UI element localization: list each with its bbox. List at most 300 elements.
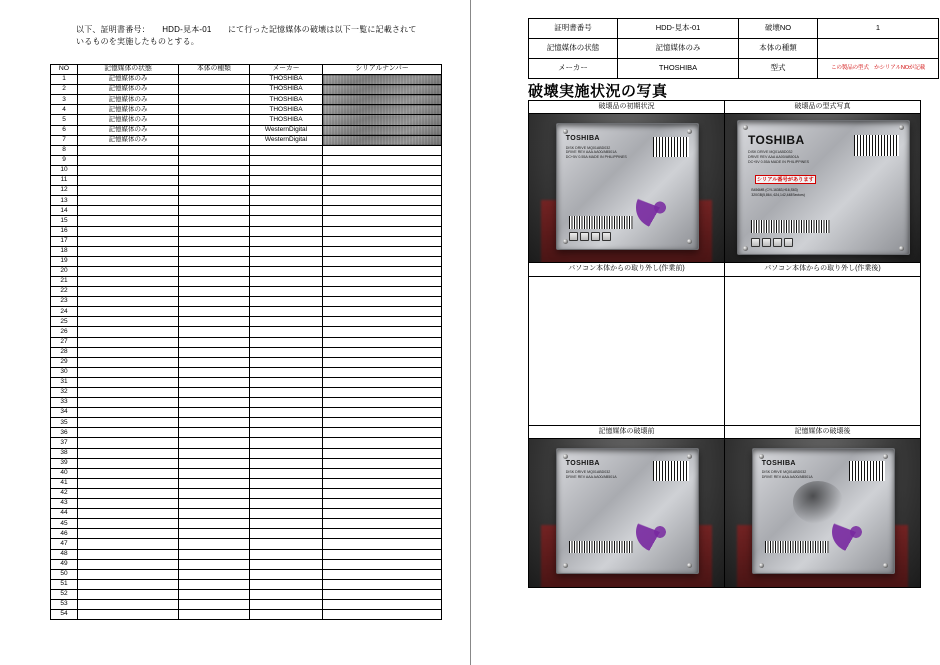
cell-body-kind: [179, 266, 250, 276]
cell-serial-number: [323, 377, 442, 387]
cell-no: 52: [51, 589, 78, 599]
cell-maker: [250, 347, 323, 357]
hdd-detail-line-1: B456MB (CYL16383,H16,S63): [751, 187, 798, 192]
cell-body-kind: [179, 388, 250, 398]
cell-body-kind: [179, 610, 250, 620]
cell-serial-number: [323, 519, 442, 529]
table-row: [51, 155, 442, 165]
hdd-closeup-line-3: DC+5V 0.55A MADE IN PHILIPPINES: [747, 159, 809, 164]
cell-serial-number: [323, 165, 442, 175]
cell-media-state: 記憶媒体のみ: [78, 85, 179, 95]
photo-caption-initial: 破壊品の初期状況: [529, 101, 724, 114]
cell-serial-number: [323, 206, 442, 216]
cell-maker: [250, 297, 323, 307]
hdd-platter-swirl-before: [636, 511, 684, 553]
info-label-destruction-no: 破壊NO: [739, 19, 818, 39]
cell-no: 3: [51, 95, 78, 105]
table-row: [51, 317, 442, 327]
ce-mark-icon: [569, 232, 578, 241]
table-row: [51, 579, 442, 589]
cell-serial-number: [323, 287, 442, 297]
table-row: [51, 428, 442, 438]
hdd-after-line-2: DRIVE REV AAA AA00/AB501A: [761, 475, 813, 480]
cell-body-kind: [179, 357, 250, 367]
cell-serial-number: [323, 246, 442, 256]
hdd-platter-swirl: [636, 186, 684, 228]
cell-no: 2: [51, 85, 78, 95]
cell-body-kind: [179, 297, 250, 307]
cell-media-state: [78, 398, 179, 408]
table-row: [51, 539, 442, 549]
cell-no: 9: [51, 155, 78, 165]
column-header-state: 記憶媒体の状態: [78, 65, 179, 75]
cell-maker: [250, 448, 323, 458]
cell-no: 43: [51, 499, 78, 509]
cell-serial-number: [323, 418, 442, 428]
cell-no: 48: [51, 549, 78, 559]
section-title: 破壊実施状況の写真: [528, 83, 668, 100]
cell-serial-number: [323, 125, 442, 135]
cell-serial-number: [323, 75, 442, 85]
table-row: [51, 105, 442, 115]
cell-body-kind: [179, 448, 250, 458]
cell-no: 12: [51, 186, 78, 196]
cell-maker: THOSHIBA: [250, 115, 323, 125]
info-value-media-state: 記憶媒体のみ: [618, 39, 739, 59]
table-row: [51, 226, 442, 236]
cell-no: 17: [51, 236, 78, 246]
table-row: [51, 125, 442, 135]
cell-serial-number: [323, 509, 442, 519]
column-header-serial: シリアルナンバー: [323, 65, 442, 75]
cell-maker: [250, 438, 323, 448]
cell-maker: [250, 478, 323, 488]
serial-number-annotation: シリアル番号があります: [756, 176, 814, 183]
cell-serial-number: [323, 610, 442, 620]
cell-body-kind: [179, 529, 250, 539]
table-row: [51, 408, 442, 418]
photo-removal-before: [529, 277, 724, 425]
photo-cell-after-destruction: [725, 425, 921, 587]
info-label-body-kind: 本体の種類: [739, 39, 818, 59]
cell-body-kind: [179, 105, 250, 115]
hdd-photo-scene-after: [725, 439, 920, 587]
photo-caption-after-destruction: 記憶媒体の破壊後: [725, 426, 920, 439]
table-row: [51, 529, 442, 539]
table-row: [51, 438, 442, 448]
cell-body-kind: [179, 488, 250, 498]
cell-no: 42: [51, 488, 78, 498]
cell-body-kind: [179, 307, 250, 317]
hdd-platter-swirl-after: [832, 511, 880, 553]
cell-serial-number: [323, 599, 442, 609]
cell-no: 31: [51, 377, 78, 387]
hdd-barcode-icon-closeup: [854, 135, 899, 156]
cell-maker: [250, 327, 323, 337]
cell-maker: [250, 519, 323, 529]
table-row: [51, 398, 442, 408]
cell-serial-number: [323, 559, 442, 569]
photo-before-destruction: [529, 439, 724, 587]
cell-body-kind: [179, 186, 250, 196]
cell-body-kind: [179, 539, 250, 549]
cell-no: 16: [51, 226, 78, 236]
table-row: [51, 569, 442, 579]
cell-no: 8: [51, 145, 78, 155]
cell-media-state: [78, 549, 179, 559]
table-row: [51, 186, 442, 196]
cell-body-kind: [179, 398, 250, 408]
hdd-brand-label: TOSHIBA: [565, 135, 600, 143]
cell-no: 38: [51, 448, 78, 458]
cell-serial-number: [323, 499, 442, 509]
photo-row-1: [529, 101, 921, 263]
cell-media-state: [78, 246, 179, 256]
cell-media-state: [78, 266, 179, 276]
table-row: [51, 287, 442, 297]
cell-maker: [250, 377, 323, 387]
cell-serial-number: [323, 357, 442, 367]
hdd-barcode-secondary-icon-closeup: [751, 220, 830, 233]
cell-maker: [250, 287, 323, 297]
right-page: [470, 0, 940, 665]
cell-body-kind: [179, 75, 250, 85]
cell-maker: [250, 276, 323, 286]
table-row: [51, 377, 442, 387]
hdd-before-line-1: DISK DRIVE MQ01ABD032: [565, 470, 611, 475]
cell-no: 5: [51, 115, 78, 125]
cell-body-kind: [179, 155, 250, 165]
hdd-barcode-secondary-icon-before: [569, 541, 634, 553]
cell-serial-number: [323, 85, 442, 95]
info-label-certificate-no: 証明書番号: [529, 19, 618, 39]
cell-maker: THOSHIBA: [250, 105, 323, 115]
hdd-detail-line-2: 320GB(5,864, 624,142,448Sectors): [751, 193, 805, 197]
cell-media-state: [78, 377, 179, 387]
cell-no: 11: [51, 176, 78, 186]
cell-body-kind: [179, 85, 250, 95]
table-header-row: [51, 65, 442, 75]
photo-row-3: [529, 425, 921, 587]
hdd-brand-label-after: TOSHIBA: [761, 459, 796, 467]
cell-no: 44: [51, 509, 78, 519]
cell-maker: [250, 428, 323, 438]
cell-body-kind: [179, 206, 250, 216]
info-row-1: [529, 19, 939, 39]
cell-serial-number: [323, 226, 442, 236]
cell-no: 13: [51, 196, 78, 206]
photo-grid: [528, 100, 921, 588]
table-row: [51, 589, 442, 599]
cell-no: 23: [51, 297, 78, 307]
cell-body-kind: [179, 125, 250, 135]
cell-no: 53: [51, 599, 78, 609]
cell-media-state: [78, 165, 179, 175]
cell-no: 25: [51, 317, 78, 327]
cell-maker: [250, 307, 323, 317]
cell-body-kind: [179, 559, 250, 569]
hdd-after-line-1: DISK DRIVE MQ01ABD032: [761, 470, 807, 475]
table-row: [51, 297, 442, 307]
cell-serial-number: [323, 428, 442, 438]
cell-media-state: 記憶媒体のみ: [78, 135, 179, 145]
cell-maker: [250, 165, 323, 175]
table-row: [51, 337, 442, 347]
certificate-info-table: [528, 18, 939, 79]
table-row: [51, 206, 442, 216]
cell-maker: [250, 610, 323, 620]
table-row: [51, 276, 442, 286]
cell-maker: [250, 388, 323, 398]
cell-media-state: [78, 499, 179, 509]
cell-maker: [250, 398, 323, 408]
hdd-label-line-3: DC+5V 0.55A MADE IN PHILIPPINES: [565, 155, 627, 160]
cell-media-state: [78, 297, 179, 307]
cell-maker: THOSHIBA: [250, 85, 323, 95]
photo-initial-condition: [529, 114, 724, 262]
cell-no: 26: [51, 327, 78, 337]
cell-serial-number: [323, 276, 442, 286]
cell-media-state: 記憶媒体のみ: [78, 125, 179, 135]
table-row: [51, 357, 442, 367]
rohs-mark-icon: [580, 232, 589, 241]
cell-body-kind: [179, 478, 250, 488]
cell-media-state: [78, 488, 179, 498]
photo-after-destruction: [725, 439, 920, 587]
hdd-before-line-2: DRIVE REV AAA AA00/AB501A: [565, 475, 617, 480]
cell-body-kind: [179, 135, 250, 145]
cell-serial-number: [323, 347, 442, 357]
cell-no: 7: [51, 135, 78, 145]
table-row: [51, 236, 442, 246]
cell-no: 21: [51, 276, 78, 286]
info-label-model: 型式: [739, 59, 818, 79]
cell-serial-number: [323, 297, 442, 307]
info-value-maker: THOSHIBA: [618, 59, 739, 79]
cell-media-state: [78, 448, 179, 458]
hdd-brand-label-before: TOSHIBA: [565, 459, 600, 467]
photo-cell-before-destruction: [529, 425, 725, 587]
cell-serial-number: [323, 155, 442, 165]
cell-serial-number: [323, 236, 442, 246]
cell-media-state: [78, 216, 179, 226]
table-row: [51, 367, 442, 377]
hdd-barcode-secondary-icon: [569, 216, 634, 228]
hdd-destruction-dent: [793, 481, 844, 523]
hdd-closeup-line-1: DISK DRIVE MQ01ABD032: [747, 150, 793, 155]
hdd-unit-before: [556, 448, 698, 574]
cell-no: 47: [51, 539, 78, 549]
cell-maker: [250, 529, 323, 539]
cell-body-kind: [179, 468, 250, 478]
cell-media-state: 記憶媒体のみ: [78, 75, 179, 85]
hdd-brand-label-closeup: TOSHIBA: [747, 132, 805, 147]
cell-no: 36: [51, 428, 78, 438]
cell-media-state: [78, 206, 179, 216]
cell-serial-number: [323, 458, 442, 468]
cell-body-kind: [179, 216, 250, 226]
cell-body-kind: [179, 236, 250, 246]
cell-media-state: [78, 438, 179, 448]
intro-line-1: 以下、証明書番号： HDD-見本-01 にて行った記憶媒体の破壊は以下一覧に記載されて: [76, 25, 417, 34]
table-row: [51, 196, 442, 206]
cell-maker: [250, 418, 323, 428]
table-row: [51, 519, 442, 529]
cell-maker: THOSHIBA: [250, 95, 323, 105]
cell-serial-number: [323, 398, 442, 408]
cell-maker: [250, 579, 323, 589]
cell-body-kind: [179, 367, 250, 377]
cell-no: 51: [51, 579, 78, 589]
hdd-label-text: [566, 134, 650, 160]
cell-media-state: [78, 509, 179, 519]
cell-media-state: [78, 357, 179, 367]
cell-media-state: [78, 176, 179, 186]
table-row: [51, 145, 442, 155]
table-row: [51, 165, 442, 175]
cell-serial-number: [323, 135, 442, 145]
media-list-table: [50, 64, 442, 620]
cell-body-kind: [179, 165, 250, 175]
cell-media-state: [78, 539, 179, 549]
table-row: [51, 499, 442, 509]
cell-maker: [250, 599, 323, 609]
cell-maker: [250, 155, 323, 165]
intro-paragraph: [76, 24, 436, 49]
cell-media-state: [78, 468, 179, 478]
cell-media-state: [78, 236, 179, 246]
hdd-barcode-icon: [653, 137, 690, 157]
cell-media-state: [78, 599, 179, 609]
cell-media-state: [78, 155, 179, 165]
cell-media-state: [78, 327, 179, 337]
info-value-body-kind: [818, 39, 939, 59]
cell-serial-number: [323, 367, 442, 377]
cell-media-state: [78, 186, 179, 196]
hdd-model-detail-lines: [751, 188, 878, 198]
column-header-kind: 本体の種類: [179, 65, 250, 75]
cell-serial-number: [323, 196, 442, 206]
cell-media-state: [78, 408, 179, 418]
cell-body-kind: [179, 599, 250, 609]
hdd-photo-scene-closeup: [725, 114, 920, 262]
cell-maker: WesternDigital: [250, 125, 323, 135]
cell-maker: [250, 186, 323, 196]
cell-media-state: [78, 519, 179, 529]
cell-maker: [250, 317, 323, 327]
hdd-label-line-1: DISK DRIVE MQ01ABD032: [565, 145, 611, 150]
cell-no: 33: [51, 398, 78, 408]
table-row: [51, 256, 442, 266]
table-row: [51, 488, 442, 498]
cell-serial-number: [323, 438, 442, 448]
table-row: [51, 509, 442, 519]
cell-serial-number: [323, 216, 442, 226]
cell-no: 45: [51, 519, 78, 529]
cell-no: 24: [51, 307, 78, 317]
cell-body-kind: [179, 337, 250, 347]
cell-media-state: [78, 337, 179, 347]
photo-model-closeup: [725, 114, 920, 262]
cell-maker: [250, 236, 323, 246]
photo-row-2: [529, 263, 921, 425]
hdd-certification-icons: [569, 232, 611, 241]
cell-maker: [250, 216, 323, 226]
cell-no: 15: [51, 216, 78, 226]
cell-no: 28: [51, 347, 78, 357]
cell-media-state: [78, 388, 179, 398]
cell-no: 20: [51, 266, 78, 276]
cell-no: 39: [51, 458, 78, 468]
cell-serial-number: [323, 176, 442, 186]
cell-serial-number: [323, 569, 442, 579]
cell-body-kind: [179, 377, 250, 387]
hdd-barcode-secondary-icon-after: [765, 541, 830, 553]
cell-maker: [250, 488, 323, 498]
cell-serial-number: [323, 529, 442, 539]
recycle-mark-icon: [602, 232, 611, 241]
cell-media-state: [78, 579, 179, 589]
cell-serial-number: [323, 95, 442, 105]
cell-body-kind: [179, 327, 250, 337]
cell-body-kind: [179, 589, 250, 599]
cell-body-kind: [179, 569, 250, 579]
table-row: [51, 246, 442, 256]
rohs-mark-icon: [762, 238, 771, 247]
cell-no: 50: [51, 569, 78, 579]
cell-serial-number: [323, 388, 442, 398]
cell-media-state: [78, 418, 179, 428]
ce-mark-icon: [751, 238, 760, 247]
cell-body-kind: [179, 246, 250, 256]
cell-body-kind: [179, 226, 250, 236]
cell-body-kind: [179, 115, 250, 125]
cell-media-state: [78, 589, 179, 599]
table-row: [51, 458, 442, 468]
cell-serial-number: [323, 266, 442, 276]
cell-maker: [250, 569, 323, 579]
table-row: [51, 327, 442, 337]
cell-body-kind: [179, 256, 250, 266]
cell-media-state: [78, 317, 179, 327]
cell-maker: [250, 206, 323, 216]
info-row-2: [529, 39, 939, 59]
cell-body-kind: [179, 408, 250, 418]
cell-no: 34: [51, 408, 78, 418]
cell-body-kind: [179, 509, 250, 519]
cell-maker: [250, 458, 323, 468]
photo-caption-model: 破壊品の型式写真: [725, 101, 920, 114]
cell-body-kind: [179, 347, 250, 357]
cell-serial-number: [323, 256, 442, 266]
cell-maker: [250, 468, 323, 478]
hdd-photo-scene-before: [529, 439, 724, 587]
cell-no: 40: [51, 468, 78, 478]
cell-media-state: 記憶媒体のみ: [78, 115, 179, 125]
fcc-mark-icon: [773, 238, 782, 247]
cell-no: 46: [51, 529, 78, 539]
media-list-body: [51, 75, 442, 620]
cell-body-kind: [179, 549, 250, 559]
cell-maker: [250, 549, 323, 559]
cell-maker: [250, 246, 323, 256]
table-row: [51, 95, 442, 105]
cell-serial-number: [323, 549, 442, 559]
photo-cell-model: [725, 101, 921, 263]
photo-cell-removal-before: [529, 263, 725, 425]
column-header-maker: メーカー: [250, 65, 323, 75]
cell-maker: THOSHIBA: [250, 75, 323, 85]
